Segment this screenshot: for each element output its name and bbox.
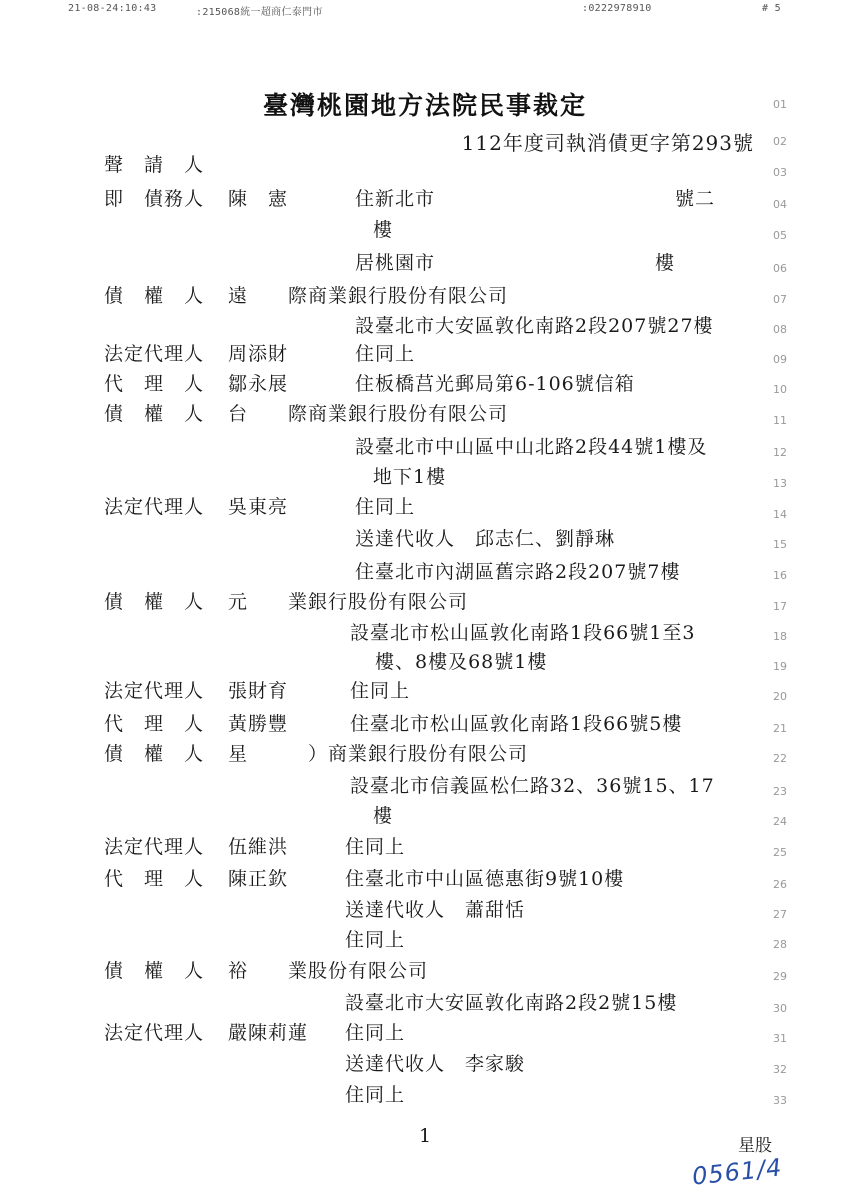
line-number: 16 bbox=[773, 569, 787, 582]
party-address: 樓 bbox=[373, 219, 394, 241]
party-address: 住同上 bbox=[350, 680, 411, 702]
line-number: 07 bbox=[773, 293, 787, 306]
party-name: 元 業銀行股份有限公司 bbox=[228, 591, 469, 613]
party-name: 周添財 bbox=[228, 343, 289, 365]
line-number: 22 bbox=[773, 752, 787, 765]
party-label: 債 權 人 bbox=[104, 743, 205, 765]
party-address: 住同上 bbox=[345, 1022, 406, 1044]
party-address: 住同上 bbox=[355, 496, 416, 518]
party-address: 設臺北市大安區敦化南路2段207號27樓 bbox=[355, 315, 714, 337]
party-name: 張財育 bbox=[228, 680, 289, 702]
party-name: 陳正欽 bbox=[228, 868, 289, 890]
fax-phone: :0222978910 bbox=[582, 3, 652, 14]
party-label: 法定代理人 bbox=[104, 680, 205, 702]
party-name: 鄒永展 bbox=[228, 373, 289, 395]
line-number: 25 bbox=[773, 846, 787, 859]
party-address: 住臺北市內湖區舊宗路2段207號7樓 bbox=[355, 561, 681, 583]
line-number: 01 bbox=[773, 98, 787, 111]
party-address: 住同上 bbox=[355, 343, 416, 365]
party-name: 台 際商業銀行股份有限公司 bbox=[228, 403, 509, 425]
party-address: 樓 bbox=[373, 805, 394, 827]
line-number: 26 bbox=[773, 878, 787, 891]
clerk-signature: 星股 bbox=[738, 1136, 772, 1156]
line-number: 14 bbox=[773, 508, 787, 521]
party-address: 住同上 bbox=[345, 836, 406, 858]
party-address: 住板橋莒光郵局第6-106號信箱 bbox=[355, 373, 635, 395]
line-number: 30 bbox=[773, 1002, 787, 1015]
line-number: 29 bbox=[773, 970, 787, 983]
party-label: 債 權 人 bbox=[104, 960, 205, 982]
line-number: 13 bbox=[773, 477, 787, 490]
party-address: 設臺北市中山區中山北路2段44號1樓及 bbox=[355, 436, 708, 458]
party-address: 地下1樓 bbox=[373, 466, 447, 488]
line-number: 11 bbox=[773, 414, 787, 427]
line-number: 33 bbox=[773, 1094, 787, 1107]
party-address: 設臺北市松山區敦化南路1段66號1至3 bbox=[350, 622, 696, 644]
fax-sender: :215068統一超商仁泰門市 bbox=[196, 7, 323, 18]
party-label: 代 理 人 bbox=[104, 868, 205, 890]
party-address: 送達代收人 邱志仁、劉靜琳 bbox=[355, 528, 616, 550]
line-number: 05 bbox=[773, 229, 787, 242]
party-name: 遠 際商業銀行股份有限公司 bbox=[228, 285, 509, 307]
line-number: 32 bbox=[773, 1063, 787, 1076]
party-address: 住臺北市松山區敦化南路1段66號5樓 bbox=[350, 713, 683, 735]
fax-datetime: 21-08-24:10:43 bbox=[68, 3, 157, 14]
party-address: 送達代收人 李家駿 bbox=[345, 1053, 526, 1075]
party-address: 住臺北市中山區德惠街9號10樓 bbox=[345, 868, 625, 890]
fax-page: # 5 bbox=[762, 3, 781, 14]
line-number: 06 bbox=[773, 262, 787, 275]
line-number: 03 bbox=[773, 166, 787, 179]
line-number: 12 bbox=[773, 446, 787, 459]
party-label: 聲 請 人 bbox=[104, 154, 205, 176]
party-label: 代 理 人 bbox=[104, 713, 205, 735]
party-address: 設臺北市大安區敦化南路2段2號15樓 bbox=[345, 992, 678, 1014]
line-number: 09 bbox=[773, 353, 787, 366]
line-number: 18 bbox=[773, 630, 787, 643]
line-number: 24 bbox=[773, 815, 787, 828]
line-number: 31 bbox=[773, 1032, 787, 1045]
party-address: 居桃園市 樓 bbox=[355, 252, 676, 274]
line-number: 27 bbox=[773, 908, 787, 921]
party-address: 住同上 bbox=[345, 929, 406, 951]
line-number: 21 bbox=[773, 722, 787, 735]
party-label: 法定代理人 bbox=[104, 343, 205, 365]
party-name: 黃勝豐 bbox=[228, 713, 289, 735]
party-name: 星 ）商業銀行股份有限公司 bbox=[228, 743, 529, 765]
party-address: 送達代收人 蕭甜恬 bbox=[345, 899, 526, 921]
case-number: 112年度司執消債更字第293號 bbox=[461, 131, 754, 155]
document-title: 臺灣桃園地方法院民事裁定 bbox=[262, 91, 587, 120]
line-number: 17 bbox=[773, 600, 787, 613]
party-label: 債 權 人 bbox=[104, 285, 205, 307]
party-name: 裕 業股份有限公司 bbox=[228, 960, 429, 982]
party-address: 住新北市 號二 bbox=[355, 188, 716, 210]
page-number: 1 bbox=[418, 1125, 432, 1147]
line-number: 28 bbox=[773, 938, 787, 951]
handwritten-note: 0561/4 bbox=[690, 1153, 784, 1191]
line-number: 10 bbox=[773, 383, 787, 396]
line-number: 04 bbox=[773, 198, 787, 211]
party-name: 伍維洪 bbox=[228, 836, 289, 858]
party-label: 代 理 人 bbox=[104, 373, 205, 395]
party-address: 樓、8樓及68號1樓 bbox=[375, 651, 548, 673]
party-label: 法定代理人 bbox=[104, 836, 205, 858]
party-address: 住同上 bbox=[345, 1084, 406, 1106]
party-label: 債 權 人 bbox=[104, 591, 205, 613]
party-label: 即 債務人 bbox=[104, 188, 205, 210]
line-number: 02 bbox=[773, 135, 787, 148]
line-number: 08 bbox=[773, 323, 787, 336]
party-label: 債 權 人 bbox=[104, 403, 205, 425]
party-name: 吳東亮 bbox=[228, 496, 289, 518]
party-address: 設臺北市信義區松仁路32、36號15、17 bbox=[350, 775, 715, 797]
party-label: 法定代理人 bbox=[104, 1022, 205, 1044]
party-name: 陳 憲 bbox=[228, 188, 289, 210]
party-label: 法定代理人 bbox=[104, 496, 205, 518]
line-number: 19 bbox=[773, 660, 787, 673]
line-number: 20 bbox=[773, 690, 787, 703]
party-name: 嚴陳莉蓮 bbox=[228, 1022, 309, 1044]
line-number: 15 bbox=[773, 538, 787, 551]
line-number: 23 bbox=[773, 785, 787, 798]
